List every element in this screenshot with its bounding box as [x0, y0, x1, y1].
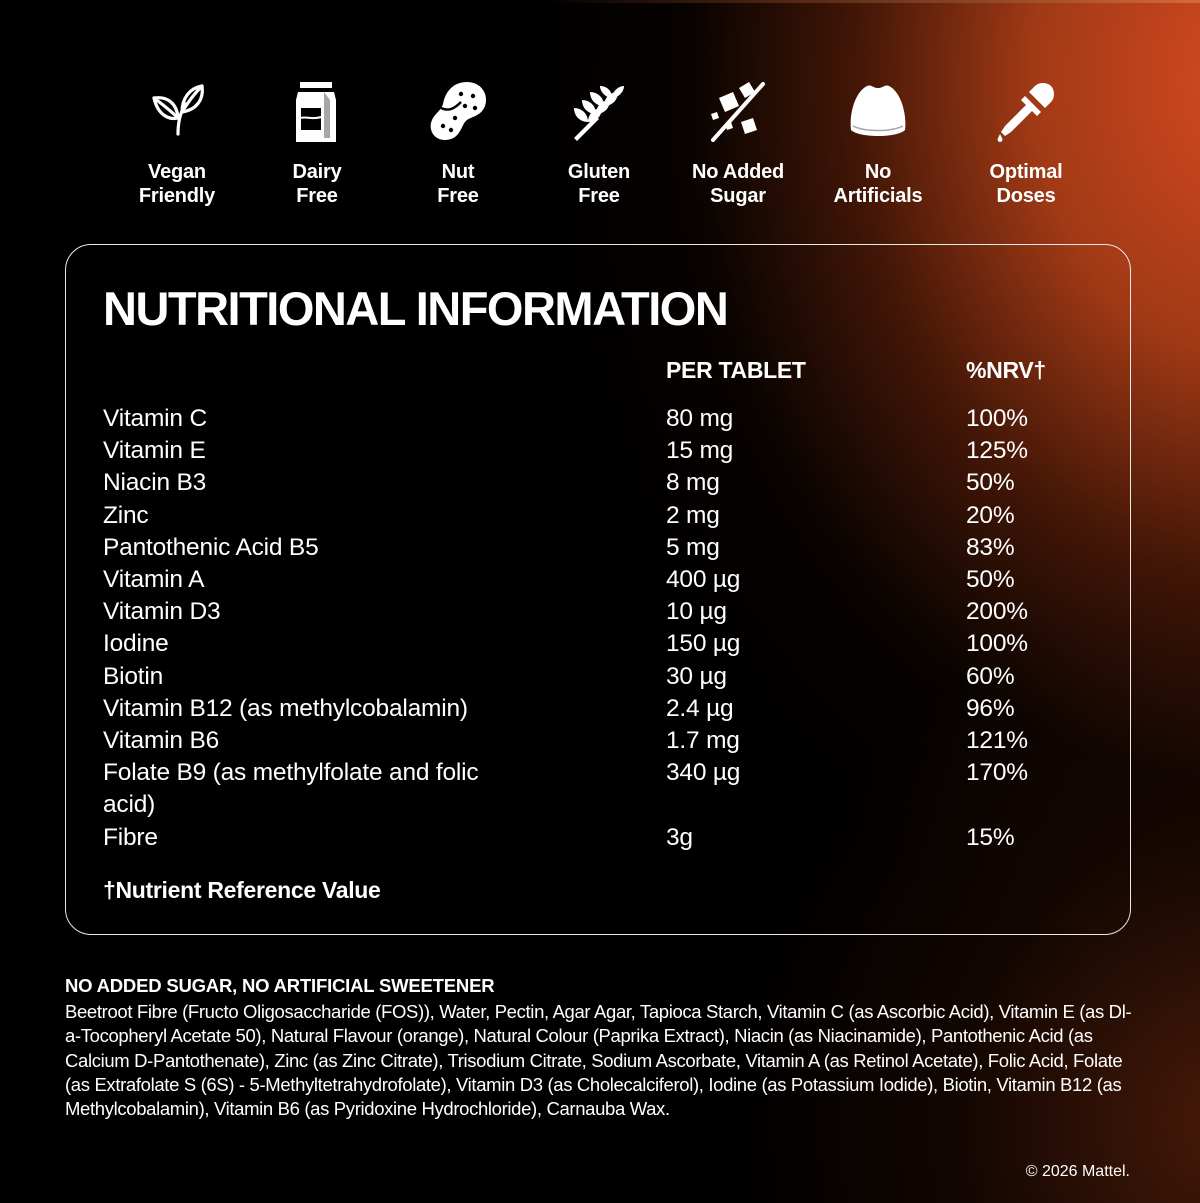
- badge-no-artificials: [808, 78, 948, 208]
- feature-badges: [0, 78, 1200, 218]
- badge-gluten-free: [529, 78, 669, 208]
- table-row: [103, 596, 1103, 628]
- nutrient-amount: 400 µg: [666, 566, 741, 594]
- nutrient-nrv: 121%: [966, 727, 1028, 755]
- nrv-footnote: †Nutrient Reference Value: [103, 877, 381, 903]
- milk-carton-icon: [284, 78, 350, 144]
- nutrient-name: Fibre: [103, 823, 158, 851]
- nutrient-amount: 3g: [666, 823, 693, 851]
- nutrient-name: Vitamin D3: [103, 598, 221, 626]
- wheat-icon: [566, 78, 632, 144]
- nutrient-nrv: 170%: [966, 759, 1028, 787]
- nutrition-panel: [65, 244, 1131, 935]
- nutrient-name: Folate B9 (as methylfolate and folic acid): [103, 759, 479, 819]
- nutrient-nrv: 100%: [966, 405, 1028, 432]
- badge-dairy-free: [247, 78, 387, 208]
- nutrient-amount: 340 µg: [666, 759, 741, 787]
- nutrient-nrv: 100%: [966, 630, 1028, 658]
- table-row: [103, 628, 1103, 660]
- column-header-nrv: %NRV†: [966, 357, 1046, 383]
- table-row: [103, 725, 1103, 757]
- table-row: [103, 822, 1103, 854]
- table-row: [103, 467, 1103, 499]
- top-accent-strip: [0, 0, 1200, 3]
- leaf-icon: [144, 78, 210, 144]
- dropper-icon: [993, 78, 1059, 144]
- badge-label: Vegan Friendly: [138, 161, 216, 207]
- badge-label: Optimal Doses: [989, 161, 1063, 207]
- no-sugar-icon: [705, 78, 771, 144]
- nutrient-name: Vitamin B12 (as methylcobalamin): [103, 694, 468, 722]
- nutrient-name: Vitamin B6: [103, 727, 220, 755]
- nutrient-nrv: 60%: [966, 662, 1015, 690]
- table-row: [103, 500, 1103, 532]
- ingredients-text: Beetroot Fibre (Fructo Oligosaccharide (FOS)), Water, Pectin, Agar Agar, Tapioca Starch, Vitamin C (as Ascorbic Acid), Vitamin E (as Dl-a-Tocopheryl Acetate 50), Natural Flavour (orange), Natural Colour (Paprika Extract), Niacin (as Niacinamide), Pantothenic Acid (as Calcium D-Pantothenate), Zinc (as Zinc Citrate), Trisodium Citrate, Sodium Ascorbate, Vitamin A (as Retinol Acetate), Folic Acid, Folate (as Extrafolate S (6S) - 5-Methyltetrahydrofolate), Vitamin D3 (as Cholecalciferol), Iodine (as Potassium Iodide), Biotin, Vitamin B12 (as Methylcobalamin), Vitamin B6 (as Pyridoxine Hydrochloride), Carnauba Wax.: [65, 1001, 1132, 1120]
- nutrition-title: NUTRITIONAL INFORMATION: [103, 282, 728, 335]
- badge-nut-free: [388, 78, 528, 208]
- ingredients-heading: NO ADDED SUGAR, NO ARTIFICIAL SWEETENER: [65, 975, 495, 996]
- badge-optimal-doses: [956, 78, 1096, 208]
- nutrient-amount: 5 mg: [666, 533, 720, 561]
- table-row: [103, 564, 1103, 596]
- badge-no-added-sugar: [668, 78, 808, 208]
- gummy-icon: [845, 78, 911, 144]
- nutrient-amount: 150 µg: [666, 630, 741, 658]
- nutrient-nrv: 96%: [966, 694, 1015, 722]
- nutrient-nrv: 83%: [966, 533, 1015, 561]
- nutrient-nrv: 15%: [966, 823, 1015, 851]
- nutrient-name: Vitamin A: [103, 566, 205, 594]
- nutrient-amount: 8 mg: [666, 469, 720, 497]
- badge-label: No Added Sugar: [691, 161, 785, 207]
- nutrient-amount: 1.7 mg: [666, 727, 740, 755]
- nutrient-nrv: 50%: [966, 469, 1015, 497]
- nutrient-name: Niacin B3: [103, 469, 207, 497]
- nutrient-amount: 15 mg: [666, 437, 734, 465]
- nutrient-amount: 30 µg: [666, 662, 727, 690]
- nutrient-nrv: 50%: [966, 566, 1015, 594]
- nutrient-nrv: 200%: [966, 598, 1028, 626]
- nutrient-name: Iodine: [103, 630, 169, 658]
- nutrient-name: Pantothenic Acid B5: [103, 533, 319, 561]
- table-row: [103, 435, 1103, 467]
- nutrient-amount: 80 mg: [666, 405, 734, 432]
- table-row: [103, 532, 1103, 564]
- nutrient-amount: 2.4 µg: [666, 694, 734, 722]
- nutrient-name: Zinc: [103, 501, 149, 529]
- column-header-per-tablet: PER TABLET: [666, 357, 806, 383]
- peanut-icon: [425, 78, 491, 144]
- nutrient-nrv: 20%: [966, 501, 1015, 529]
- table-row: [103, 661, 1103, 693]
- nutrient-name: Vitamin E: [103, 437, 206, 465]
- table-row: [103, 403, 1103, 435]
- nutrient-name: Biotin: [103, 662, 164, 690]
- badge-label: Gluten Free: [567, 161, 631, 207]
- nutrient-nrv: 125%: [966, 437, 1028, 465]
- badge-vegan-friendly: [107, 78, 247, 208]
- nutrition-table: [103, 403, 1103, 854]
- table-row: [103, 693, 1103, 725]
- table-row: [103, 757, 1103, 821]
- nutrient-name: Vitamin C: [103, 405, 207, 432]
- nutrient-amount: 10 µg: [666, 598, 727, 626]
- badge-label: Nut Free: [437, 161, 479, 207]
- badge-label: No Artificials: [833, 161, 923, 207]
- badge-label: Dairy Free: [292, 161, 342, 207]
- nutrient-amount: 2 mg: [666, 501, 720, 529]
- copyright-notice: © 2026 Mattel.: [1025, 1163, 1130, 1180]
